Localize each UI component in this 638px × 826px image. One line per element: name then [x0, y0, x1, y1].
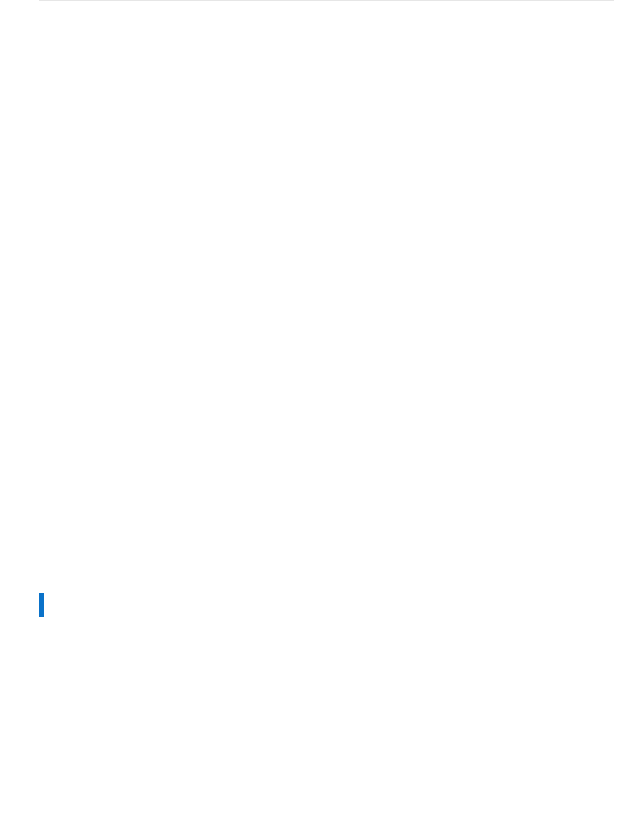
top-divider	[39, 0, 614, 1]
how-to-apply-heading	[39, 593, 55, 617]
